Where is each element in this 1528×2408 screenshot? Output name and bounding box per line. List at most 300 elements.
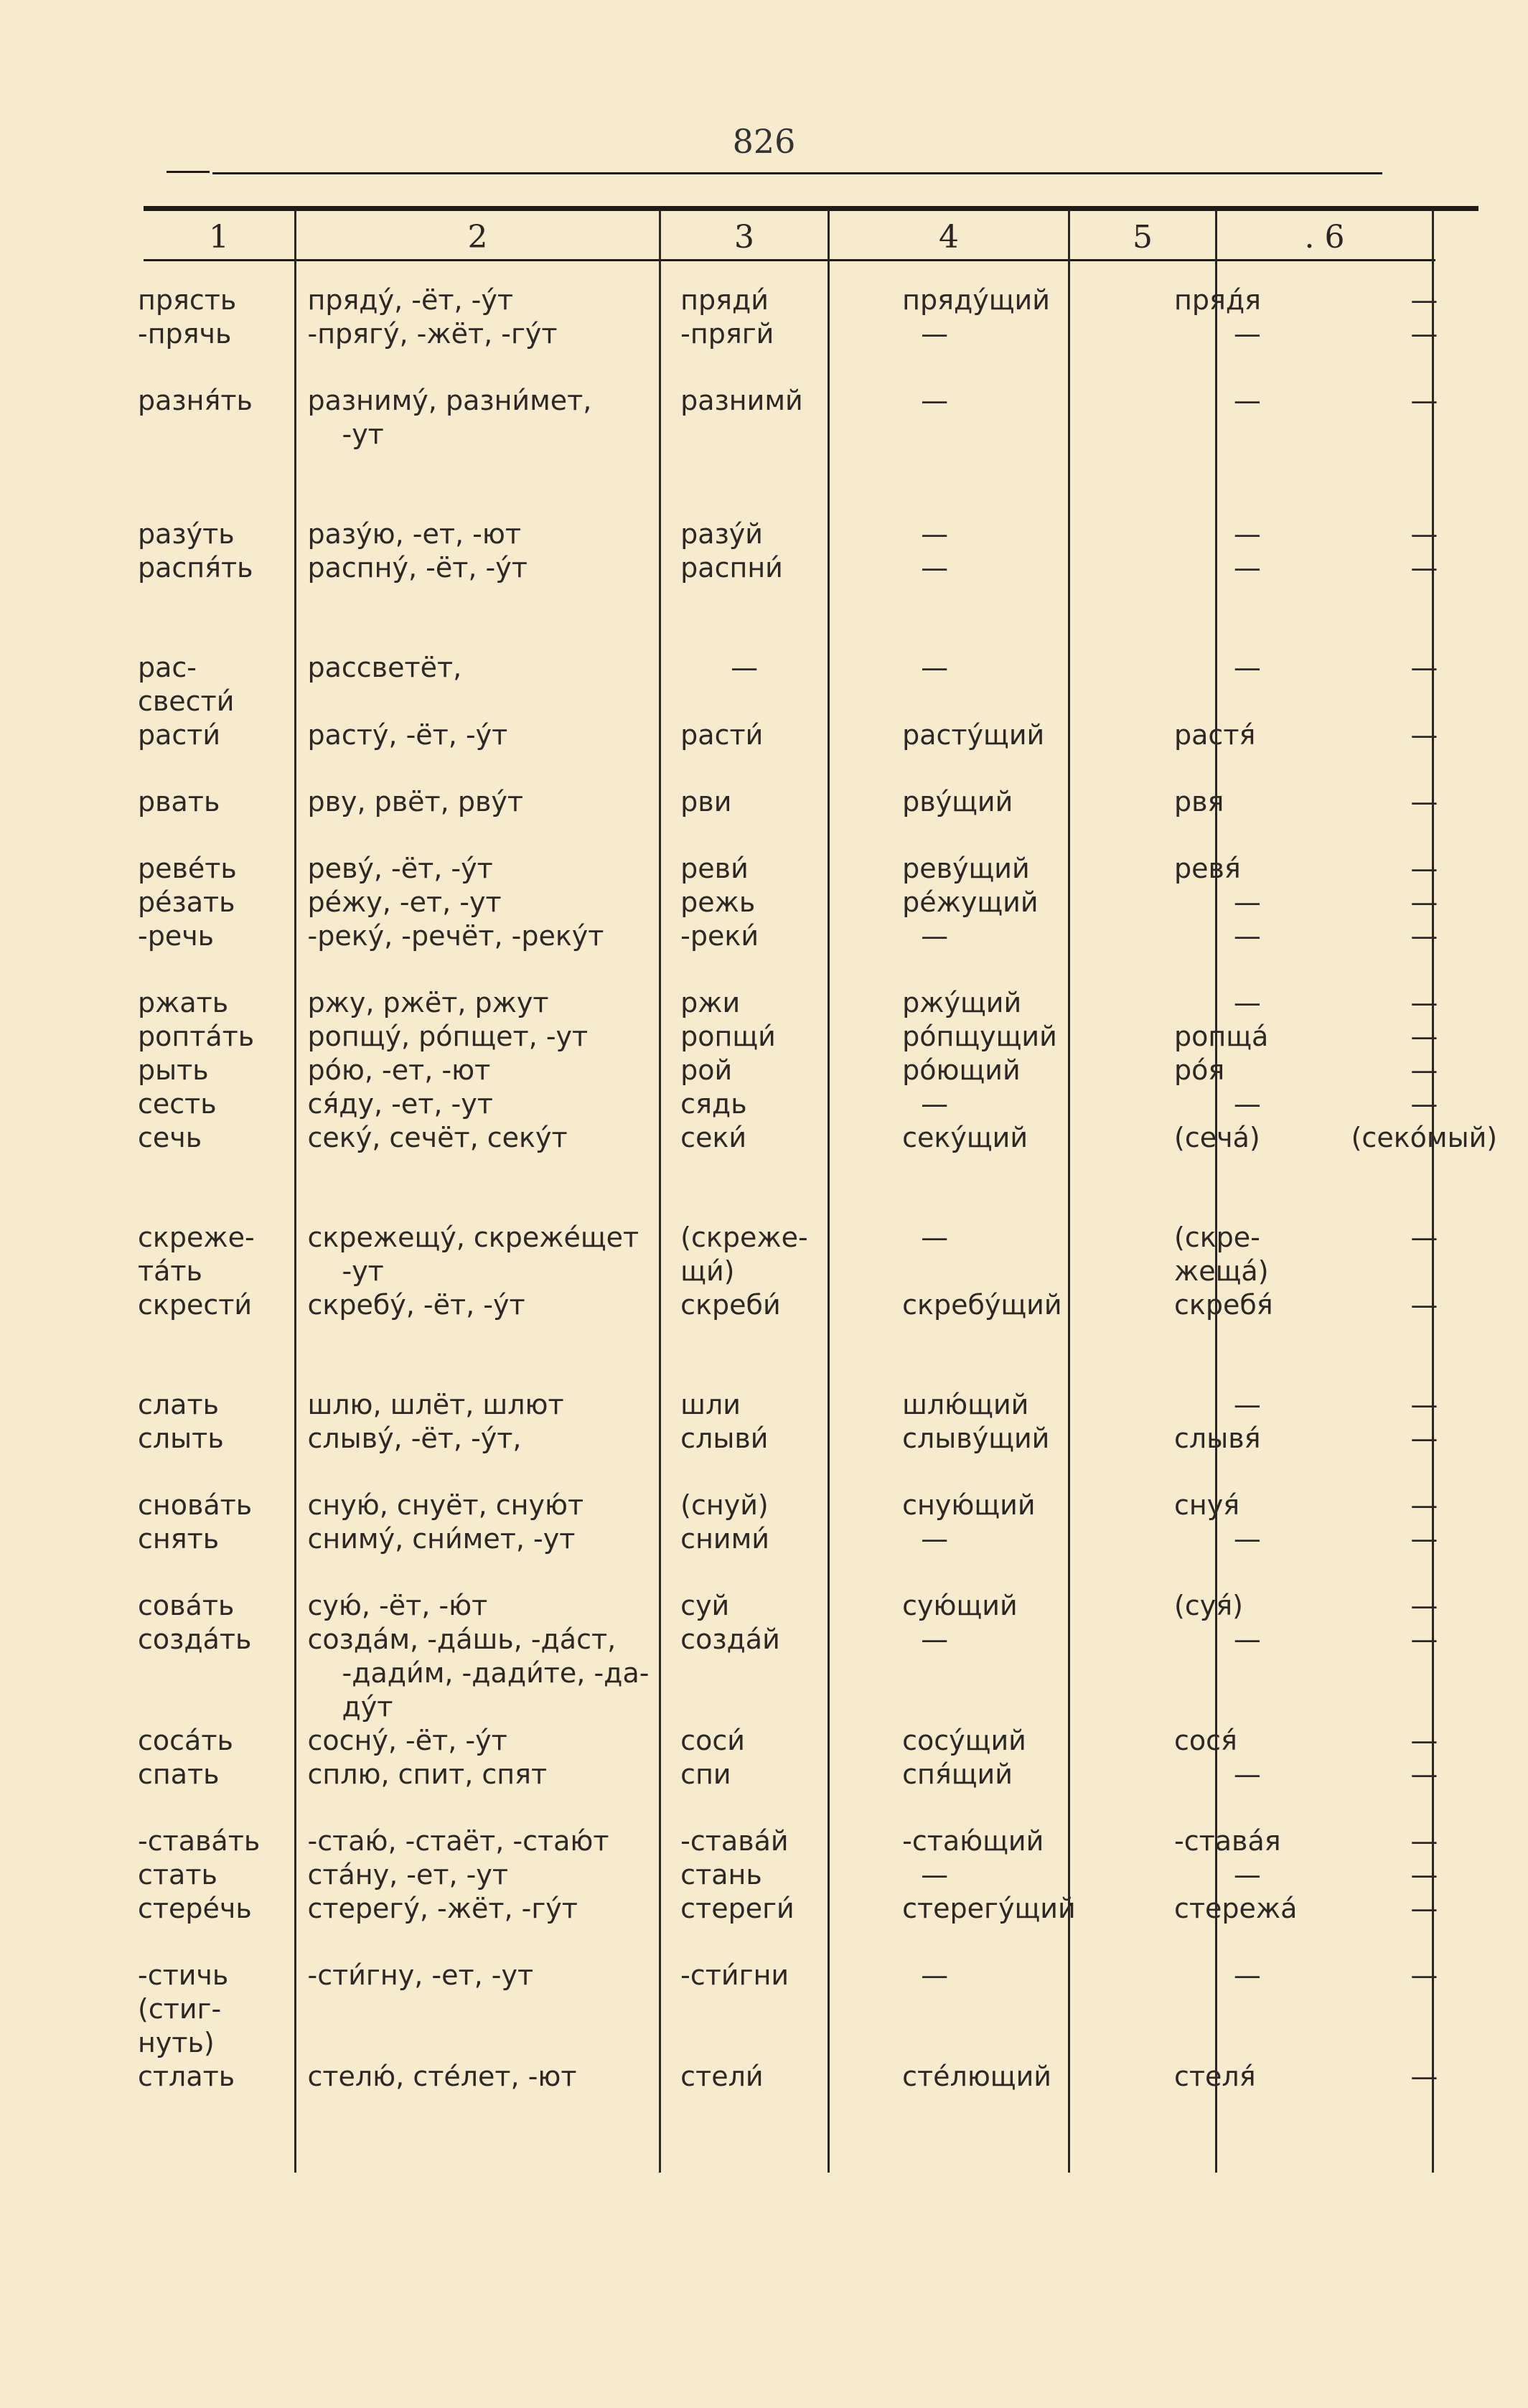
cell-infinitive	[135, 1121, 300, 1155]
cell-infinitive	[135, 1456, 300, 1522]
cell-imperative	[673, 2026, 892, 2060]
cell-text: —	[921, 652, 949, 683]
cell-text: разнимй	[680, 385, 803, 416]
table-row	[135, 718, 1528, 752]
cell-infinitive	[135, 1892, 300, 1926]
cell-passive-participle	[1321, 1054, 1528, 1087]
cell-text: скреби́	[680, 1289, 781, 1321]
column-header-1: 1	[209, 219, 229, 256]
cell-text: свести́	[138, 685, 235, 717]
cell-infinitive	[135, 752, 300, 819]
cell-infinitive	[135, 919, 300, 953]
cell-text: созда́м, -да́шь, -да́ст,	[307, 1624, 617, 1655]
cell-text: ро́пщущий	[902, 1021, 1057, 1052]
cell-text: —	[1410, 1893, 1438, 1924]
cell-text: рыть	[138, 1054, 209, 1086]
cell-present-forms	[300, 1322, 673, 1422]
cell-text: ржи	[680, 987, 741, 1018]
cell-passive-participle	[1321, 1288, 1528, 1322]
cell-imperative	[673, 919, 892, 953]
cell-gerund	[1164, 317, 1321, 351]
cell-text: —	[1410, 786, 1438, 817]
cell-infinitive	[135, 451, 300, 551]
cell-text: (секо́мый)	[1351, 1122, 1498, 1153]
cell-present-forms	[300, 752, 673, 819]
cell-infinitive	[135, 1690, 300, 1724]
cell-text: стережа́	[1174, 1893, 1298, 1924]
cell-present-forms	[300, 284, 673, 317]
cell-text: рвать	[138, 786, 220, 817]
cell-present-participle	[892, 1623, 1164, 1657]
cell-imperative	[673, 2060, 892, 2094]
cell-text: слыви́	[680, 1423, 769, 1454]
cell-passive-participle	[1321, 886, 1528, 919]
cell-infinitive	[135, 953, 300, 1020]
cell-present-forms	[300, 1422, 673, 1456]
cell-present-forms	[300, 1724, 673, 1758]
cell-text: —	[1233, 518, 1261, 550]
cell-gerund	[1164, 1690, 1321, 1724]
cell-passive-participle	[1321, 1657, 1528, 1690]
cell-infinitive	[135, 2060, 300, 2094]
table-row	[135, 317, 1528, 351]
cell-text: пряду́щий	[902, 284, 1050, 316]
cell-imperative	[673, 718, 892, 752]
cell-present-forms	[300, 351, 673, 418]
cell-infinitive	[135, 1926, 300, 1992]
cell-gerund	[1164, 1288, 1321, 1322]
cell-passive-participle	[1321, 1522, 1528, 1556]
cell-text: стерегу́щий	[902, 1893, 1076, 1924]
cell-text: —	[1233, 652, 1261, 683]
cell-present-forms	[300, 819, 673, 886]
cell-passive-participle	[1321, 1020, 1528, 1054]
cell-infinitive	[135, 1155, 300, 1255]
cell-passive-participle	[1321, 685, 1528, 718]
cell-infinitive	[135, 1322, 300, 1422]
cell-present-forms	[300, 1155, 673, 1255]
header-top-rule	[144, 206, 1478, 211]
cell-present-participle	[892, 1155, 1164, 1255]
cell-text: —	[1233, 987, 1261, 1018]
cell-present-participle	[892, 1322, 1164, 1422]
cell-infinitive	[135, 1791, 300, 1858]
cell-passive-participle	[1321, 1556, 1528, 1623]
cell-text: ропщи́	[680, 1021, 776, 1052]
cell-text: жеща́)	[1174, 1255, 1269, 1287]
cell-passive-participle	[1321, 1121, 1528, 1155]
cell-text: соса́ть	[138, 1725, 233, 1756]
cell-text: разу́й	[680, 518, 763, 550]
cell-infinitive	[135, 685, 300, 718]
cell-present-participle	[892, 585, 1164, 685]
cell-text: сплю, спит, спят	[307, 1758, 548, 1790]
table-row	[135, 1892, 1528, 1926]
cell-present-forms	[300, 1758, 673, 1791]
cell-passive-participle	[1321, 1724, 1528, 1758]
cell-text: созда́й	[680, 1624, 780, 1655]
cell-text: рвя	[1174, 786, 1224, 817]
cell-gerund	[1164, 1121, 1321, 1155]
cell-imperative	[673, 585, 892, 685]
cell-infinitive	[135, 1255, 300, 1288]
cell-gerund	[1164, 1522, 1321, 1556]
cell-present-participle	[892, 2026, 1164, 2060]
cell-text: -ут	[342, 418, 384, 450]
cell-text: спать	[138, 1758, 220, 1790]
cell-text: —	[1410, 1624, 1438, 1655]
cell-present-participle	[892, 1858, 1164, 1892]
cell-text: —	[1410, 284, 1438, 316]
cell-text: разу́ю, -ет, -ют	[307, 518, 521, 550]
cell-present-participle	[892, 1758, 1164, 1791]
cell-text: нуть)	[138, 2027, 215, 2058]
cell-imperative	[673, 1892, 892, 1926]
cell-text: рас-	[138, 652, 197, 683]
cell-text: слывя́	[1174, 1423, 1261, 1454]
cell-present-participle	[892, 1288, 1164, 1322]
cell-passive-participle	[1321, 919, 1528, 953]
cell-text: —	[1233, 1523, 1261, 1555]
cell-text: разу́ть	[138, 518, 235, 550]
cell-gerund	[1164, 418, 1321, 451]
cell-present-forms	[300, 1087, 673, 1121]
cell-text: суй	[680, 1590, 730, 1621]
cell-gerund	[1164, 1657, 1321, 1690]
cell-imperative	[673, 1121, 892, 1155]
table-row	[135, 1422, 1528, 1456]
table-row	[135, 1623, 1528, 1657]
cell-text: стереги́	[680, 1893, 795, 1924]
cell-text: (суя́)	[1174, 1590, 1243, 1621]
cell-present-forms	[300, 1858, 673, 1892]
cell-text: рву, рвёт, рву́т	[307, 786, 523, 817]
cell-passive-participle	[1321, 1791, 1528, 1858]
cell-text: сова́ть	[138, 1590, 235, 1621]
cell-infinitive	[135, 1657, 300, 1690]
cell-present-forms	[300, 1623, 673, 1657]
cell-passive-participle	[1321, 585, 1528, 685]
table-row	[135, 1155, 1528, 1255]
cell-present-forms	[300, 1054, 673, 1087]
cell-gerund	[1164, 1422, 1321, 1456]
cell-present-participle	[892, 886, 1164, 919]
cell-gerund	[1164, 1791, 1321, 1858]
cell-text: расту́, -ёт, -у́т	[307, 719, 508, 751]
cell-text: -речь	[138, 920, 215, 952]
cell-present-participle	[892, 1456, 1164, 1522]
cell-present-participle	[892, 685, 1164, 718]
cell-text: ре́жущий	[902, 886, 1039, 918]
table-row	[135, 1054, 1528, 1087]
cell-text: -стаю́, -стаёт, -стаю́т	[307, 1825, 609, 1857]
cell-infinitive	[135, 1858, 300, 1892]
cell-present-forms	[300, 1121, 673, 1155]
table-row	[135, 1087, 1528, 1121]
table-row	[135, 351, 1528, 418]
cell-passive-participle	[1321, 1992, 1528, 2026]
cell-text: сниму́, сни́мет, -ут	[307, 1523, 576, 1555]
cell-text: ропщу́, ро́пщет, -ут	[307, 1021, 589, 1052]
cell-text: рассветёт,	[307, 652, 462, 683]
column-header-6: . 6	[1304, 219, 1345, 256]
cell-imperative	[673, 1791, 892, 1858]
cell-present-participle	[892, 1791, 1164, 1858]
cell-text: сую́, -ёт, -ю́т	[307, 1590, 488, 1621]
cell-passive-participle	[1321, 1456, 1528, 1522]
cell-imperative	[673, 1758, 892, 1791]
cell-text: ду́т	[342, 1691, 393, 1723]
cell-imperative	[673, 551, 892, 585]
cell-text: скребя́	[1174, 1289, 1273, 1321]
table-row	[135, 1858, 1528, 1892]
cell-infinitive	[135, 1020, 300, 1054]
cell-present-forms	[300, 418, 673, 451]
cell-present-participle	[892, 2060, 1164, 2094]
table-row	[135, 2060, 1528, 2094]
cell-present-participle	[892, 451, 1164, 551]
cell-text: сечь	[138, 1122, 202, 1153]
column-header-2: 2	[467, 219, 488, 256]
cell-infinitive	[135, 1522, 300, 1556]
cell-text: ржу, ржёт, ржут	[307, 987, 549, 1018]
cell-infinitive	[135, 1087, 300, 1121]
cell-imperative	[673, 1087, 892, 1121]
cell-text: —	[1233, 1859, 1261, 1891]
cell-text: —	[1410, 1590, 1438, 1621]
cell-text: —	[1233, 318, 1261, 350]
cell-imperative	[673, 886, 892, 919]
cell-text: —	[921, 385, 949, 416]
cell-passive-participle	[1321, 1690, 1528, 1724]
cell-text: —	[1410, 1423, 1438, 1454]
cell-gerund	[1164, 1724, 1321, 1758]
cell-text: стелю́, сте́лет, -ют	[307, 2061, 577, 2092]
cell-text: -става́ть	[138, 1825, 261, 1857]
cell-passive-participle	[1321, 1422, 1528, 1456]
cell-imperative	[673, 1724, 892, 1758]
cell-infinitive	[135, 1556, 300, 1623]
cell-gerund	[1164, 1556, 1321, 1623]
cell-gerund	[1164, 718, 1321, 752]
cell-gerund	[1164, 1758, 1321, 1791]
table-row	[135, 551, 1528, 585]
cell-present-participle	[892, 317, 1164, 351]
cell-present-participle	[892, 1020, 1164, 1054]
table-row	[135, 819, 1528, 886]
cell-present-participle	[892, 1255, 1164, 1288]
cell-text: —	[1233, 1088, 1261, 1120]
cell-imperative	[673, 317, 892, 351]
cell-present-forms	[300, 886, 673, 919]
cell-text: слыву́щий	[902, 1423, 1050, 1454]
cell-passive-participle	[1321, 451, 1528, 551]
cell-present-forms	[300, 718, 673, 752]
cell-text: (скре-	[1174, 1222, 1260, 1253]
cell-text: стерегу́, -жёт, -гу́т	[307, 1893, 578, 1924]
conjugation-table	[135, 284, 1528, 2094]
cell-present-participle	[892, 1724, 1164, 1758]
cell-text: реву́щий	[902, 853, 1030, 884]
cell-imperative	[673, 1255, 892, 1288]
cell-imperative	[673, 351, 892, 418]
cell-text: реве́ть	[138, 853, 237, 884]
cell-present-forms	[300, 1456, 673, 1522]
cell-passive-participle	[1321, 1322, 1528, 1422]
cell-text: —	[921, 1523, 949, 1555]
cell-passive-participle	[1321, 819, 1528, 886]
cell-text: ревя́	[1174, 853, 1241, 884]
cell-present-forms	[300, 2026, 673, 2060]
cell-present-participle	[892, 551, 1164, 585]
cell-text: —	[921, 552, 949, 584]
cell-text: распну́, -ёт, -у́т	[307, 552, 528, 584]
cell-infinitive	[135, 1758, 300, 1791]
cell-imperative	[673, 1623, 892, 1657]
cell-text: ся́ду, -ет, -ут	[307, 1088, 493, 1120]
cell-text: ро́ю, -ет, -ют	[307, 1054, 491, 1086]
table-row	[135, 1657, 1528, 1690]
cell-text: спи	[680, 1758, 731, 1790]
cell-text: —	[1410, 1859, 1438, 1891]
cell-imperative	[673, 1522, 892, 1556]
cell-text: расту́щий	[902, 719, 1045, 751]
cell-text: —	[921, 1222, 949, 1253]
cell-text: снова́ть	[138, 1489, 253, 1521]
cell-present-forms	[300, 1288, 673, 1322]
cell-present-participle	[892, 1522, 1164, 1556]
cell-infinitive	[135, 418, 300, 451]
cell-gerund	[1164, 752, 1321, 819]
column-header-5: 5	[1133, 219, 1153, 256]
cell-present-participle	[892, 1054, 1164, 1087]
cell-text: (скреже-	[680, 1222, 808, 1253]
cell-text: слыть	[138, 1423, 224, 1454]
cell-text: —	[1233, 552, 1261, 584]
cell-passive-participle	[1321, 351, 1528, 418]
cell-text: —	[921, 518, 949, 550]
top-rule	[212, 172, 1382, 174]
cell-text: -ут	[342, 1255, 384, 1287]
cell-infinitive	[135, 351, 300, 418]
cell-present-participle	[892, 752, 1164, 819]
top-rule-short	[167, 171, 210, 173]
cell-text: —	[1233, 1959, 1261, 1991]
cell-infinitive	[135, 1288, 300, 1322]
table-row	[135, 1255, 1528, 1288]
table-row	[135, 451, 1528, 551]
cell-gerund	[1164, 1322, 1321, 1422]
cell-imperative	[673, 1657, 892, 1690]
cell-text: —	[1410, 518, 1438, 550]
cell-infinitive	[135, 551, 300, 585]
cell-imperative	[673, 685, 892, 718]
cell-passive-participle	[1321, 1858, 1528, 1892]
cell-text: —	[1410, 1222, 1438, 1253]
cell-text: режь	[680, 886, 756, 918]
cell-text: -сти́гни	[680, 1959, 789, 1991]
cell-text: растя́	[1174, 719, 1256, 751]
cell-text: —	[1410, 652, 1438, 683]
cell-gerund	[1164, 1255, 1321, 1288]
cell-text: сте́лющий	[902, 2061, 1051, 2092]
cell-text: секу́, сечёт, секу́т	[307, 1122, 568, 1153]
table-row	[135, 1690, 1528, 1724]
cell-text: —	[1410, 886, 1438, 918]
cell-imperative	[673, 284, 892, 317]
cell-text: шли	[680, 1389, 741, 1420]
cell-infinitive	[135, 1992, 300, 2026]
cell-text: —	[1410, 385, 1438, 416]
cell-present-forms	[300, 551, 673, 585]
cell-text: рви	[680, 786, 732, 817]
cell-text: слыву́, -ёт, -у́т,	[307, 1423, 522, 1454]
cell-present-forms	[300, 1020, 673, 1054]
cell-text: скреже-	[138, 1222, 255, 1253]
cell-infinitive	[135, 284, 300, 317]
cell-text: рой	[680, 1054, 733, 1086]
cell-text: сядь	[680, 1088, 747, 1120]
cell-gerund	[1164, 1992, 1321, 2026]
cell-imperative	[673, 1155, 892, 1255]
cell-gerund	[1164, 1926, 1321, 1992]
cell-text: -дади́м, -дади́те, -да-	[342, 1657, 650, 1689]
cell-text: ро́я	[1174, 1054, 1225, 1086]
cell-text: —	[1233, 1624, 1261, 1655]
cell-passive-participle	[1321, 752, 1528, 819]
cell-gerund	[1164, 819, 1321, 886]
cell-present-participle	[892, 1690, 1164, 1724]
cell-text: —	[1410, 1523, 1438, 1555]
cell-present-participle	[892, 1121, 1164, 1155]
cell-gerund	[1164, 1155, 1321, 1255]
cell-text: стать	[138, 1859, 217, 1891]
cell-text: —	[1410, 1758, 1438, 1790]
cell-text: —	[1233, 920, 1261, 952]
cell-text: сую́щий	[902, 1590, 1018, 1621]
table-row	[135, 1522, 1528, 1556]
cell-text: -реки́	[680, 920, 759, 952]
conjugation-table-body	[135, 284, 1528, 2094]
cell-present-forms	[300, 1926, 673, 1992]
cell-text: реви́	[680, 853, 749, 884]
cell-text: —	[1410, 987, 1438, 1018]
cell-text: ро́ющий	[902, 1054, 1021, 1086]
cell-infinitive	[135, 718, 300, 752]
cell-text: слать	[138, 1389, 219, 1420]
table-row	[135, 1556, 1528, 1623]
cell-text: сними́	[680, 1523, 769, 1555]
cell-gerund	[1164, 1020, 1321, 1054]
cell-present-forms	[300, 953, 673, 1020]
cell-imperative	[673, 1926, 892, 1992]
table-row	[135, 1020, 1528, 1054]
cell-gerund	[1164, 919, 1321, 953]
cell-text: -сти́гну, -ет, -ут	[307, 1959, 534, 1991]
cell-present-participle	[892, 718, 1164, 752]
cell-gerund	[1164, 1623, 1321, 1657]
cell-text: пряду́, -ёт, -у́т	[307, 284, 513, 316]
cell-passive-participle	[1321, 1255, 1528, 1288]
cell-text: прясть	[138, 284, 237, 316]
cell-text: —	[1410, 920, 1438, 952]
cell-present-participle	[892, 953, 1164, 1020]
cell-present-forms	[300, 1690, 673, 1724]
cell-imperative	[673, 1322, 892, 1422]
cell-text: реву́, -ёт, -у́т	[307, 853, 493, 884]
cell-text: ропта́ть	[138, 1021, 255, 1052]
cell-text: —	[731, 652, 759, 683]
